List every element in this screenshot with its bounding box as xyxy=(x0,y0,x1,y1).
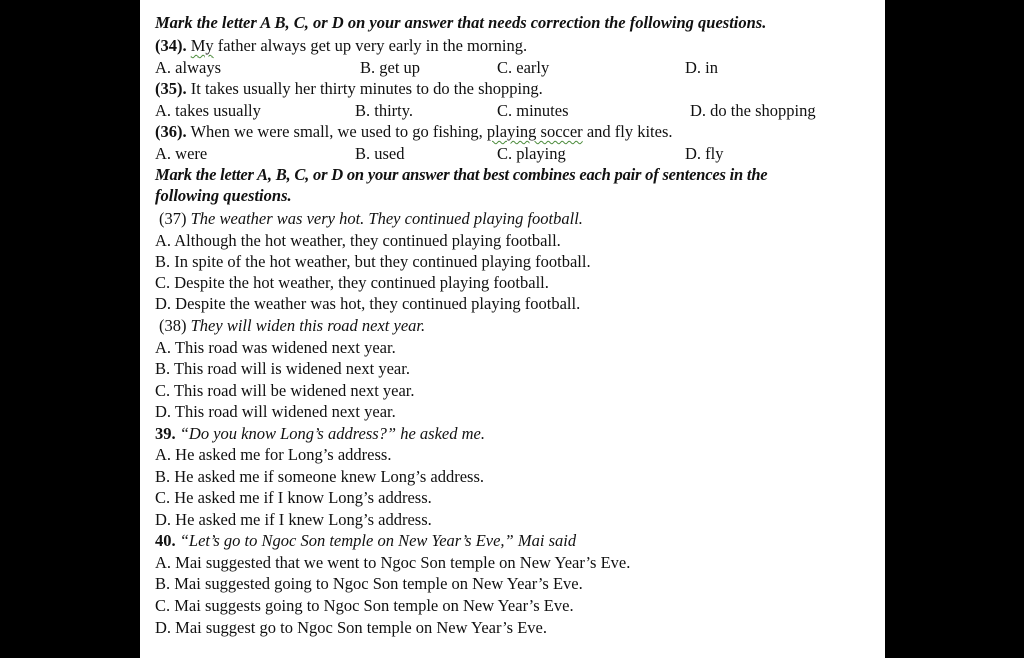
question-36-options xyxy=(155,143,875,164)
option-a: A. Mai suggested that we went to Ngoc Son temple on New Year’s Eve. xyxy=(155,553,631,572)
question-number: (34). xyxy=(155,36,187,55)
option-c: C. Despite the hot weather, they continued playing football. xyxy=(155,273,549,292)
underlined-phrase: playing soccer xyxy=(486,122,583,141)
question-number: (36). xyxy=(155,122,187,141)
option-d: D. do the shopping xyxy=(690,101,816,120)
question-40-prompt xyxy=(155,530,576,551)
option-b: B. In spite of the hot weather, but they continued playing football. xyxy=(155,252,591,271)
option-d: D. in xyxy=(685,58,718,77)
question-prompt: “Let’s go to Ngoc Son temple on New Year’s Eve,” Mai said xyxy=(179,531,577,550)
option-a: A. were xyxy=(155,144,208,163)
question-prompt: “Do you know Long’s address?” he asked me. xyxy=(179,424,485,443)
option-c: C. Mai suggests going to Ngoc Son temple on New Year’s Eve. xyxy=(155,596,574,615)
section2-instruction-line1: Mark the letter A, B, C, or D on your answer that best combines each pair of sentences in the xyxy=(155,165,768,184)
question-number: 40. xyxy=(155,531,176,550)
question-text: When we were small, we used to go fishing, xyxy=(190,122,487,141)
question-35-options xyxy=(155,100,875,121)
document-page xyxy=(140,0,885,658)
question-37-prompt xyxy=(159,208,583,229)
option-a: A. always xyxy=(155,58,221,77)
question-38-prompt xyxy=(159,315,425,336)
option-d: D. He asked me if I knew Long’s address. xyxy=(155,510,432,529)
option-b: B. used xyxy=(355,144,405,163)
option-b: B. thirty. xyxy=(355,101,414,120)
option-b: B. He asked me if someone knew Long’s address. xyxy=(155,467,485,486)
option-b: B. Mai suggested going to Ngoc Son temple on New Year’s Eve. xyxy=(155,574,583,593)
question-number: (35). xyxy=(155,79,187,98)
question-39-prompt xyxy=(155,423,485,444)
underlined-word: My xyxy=(190,36,214,55)
option-a: A. Although the hot weather, they continued playing football. xyxy=(155,231,561,250)
option-d: D. This road will widened next year. xyxy=(155,402,396,421)
option-d: D. fly xyxy=(685,144,724,163)
option-b: B. get up xyxy=(360,58,421,77)
question-34 xyxy=(155,35,527,56)
question-prompt: They will widen this road next year. xyxy=(190,316,426,335)
option-c: C. He asked me if I know Long’s address. xyxy=(155,488,432,507)
question-text: father always get up very early in the morning. xyxy=(213,36,528,55)
question-36 xyxy=(155,121,673,142)
question-number: (37) xyxy=(159,209,187,228)
question-prompt: The weather was very hot. They continued playing football. xyxy=(190,209,583,228)
question-number: (38) xyxy=(159,316,187,335)
option-a: A. This road was widened next year. xyxy=(155,338,396,357)
question-35 xyxy=(155,78,543,99)
option-c: C. This road will be widened next year. xyxy=(155,381,415,400)
question-text: It takes usually her thirty minutes to do the shopping. xyxy=(190,79,543,98)
question-text-end: and fly kites. xyxy=(582,122,673,141)
question-number: 39. xyxy=(155,424,176,443)
option-d: D. Mai suggest go to Ngoc Son temple on New Year’s Eve. xyxy=(155,618,547,637)
option-c: C. early xyxy=(497,58,550,77)
option-b: B. This road will is widened next year. xyxy=(155,359,410,378)
option-a: A. He asked me for Long’s address. xyxy=(155,445,392,464)
option-d: D. Despite the weather was hot, they continued playing football. xyxy=(155,294,581,313)
option-c: C. minutes xyxy=(497,101,569,120)
section1-instruction: Mark the letter A B, C, or D on your answer that needs correction the following questions. xyxy=(155,13,767,32)
option-a: A. takes usually xyxy=(155,101,261,120)
question-34-options xyxy=(155,57,875,78)
section2-instruction-line2: following questions. xyxy=(155,186,292,205)
option-c: C. playing xyxy=(497,144,566,163)
